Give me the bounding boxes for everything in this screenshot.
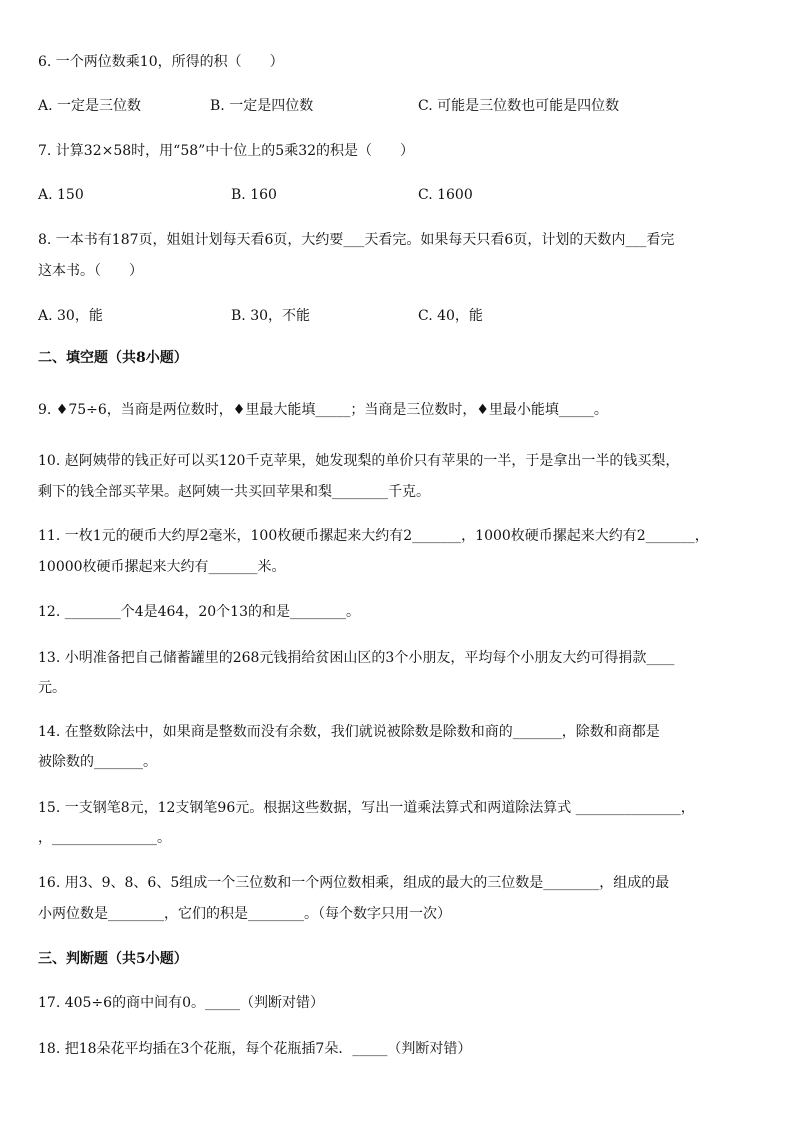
question-11-line1: 11. 一枚1元的硬币大约厚2毫米，100枚硬币摞起来大约有2_______，1000枚硬币摞起来大约有2_______， <box>38 528 709 544</box>
question-13-line1: 13. 小明准备把自己储蓄罐里的268元钱捐给贫困山区的3个小朋友，平均每个小朋友大约可得捐款____ <box>38 650 675 666</box>
question-16-line2: 小两位数是________，它们的积是________。（每个数字只用一次） <box>38 906 451 922</box>
question-9-text: 9. ♦75÷6，当商是两位数时，♦里最大能填_____；当商是三位数时，♦里最小能填_____。 <box>38 402 608 418</box>
question-15-line1: 15. 一支钢笔8元，12支钢笔96元。根据这些数据，写出一道乘法算式和两道除法算式 _______________， <box>38 800 695 816</box>
question-16-line1: 16. 用3、9、8、6、5组成一个三位数和一个两位数相乘，组成的最大的三位数是________，组成的最 <box>38 875 670 891</box>
question-17-text: 17. 405÷6的商中间有0。_____（判断对错） <box>38 995 324 1011</box>
question-6-option-a[interactable]: A. 一定是三位数 <box>38 98 142 114</box>
question-8-option-a[interactable]: A. 30，能 <box>38 308 103 324</box>
question-8-option-b[interactable]: B. 30，不能 <box>231 308 311 324</box>
question-11-line2: 10000枚硬币摞起来大约有_______米。 <box>38 559 286 575</box>
question-12-text: 12. ________个4是464，20个13的和是________。 <box>38 604 360 620</box>
question-8-option-c[interactable]: C. 40，能 <box>418 308 483 324</box>
question-7-option-b[interactable]: B. 160 <box>231 187 277 203</box>
question-8-stem-line1: 8. 一本书有187页，姐姐计划每天看6页，大约要___天看完。如果每天只看6页，计划的天数内___看完 <box>38 232 675 248</box>
question-6-option-b[interactable]: B. 一定是四位数 <box>210 98 314 114</box>
question-7-stem: 7. 计算32×58时，用“58”中十位上的5乘32的积是（ ） <box>38 143 415 159</box>
question-18-text: 18. 把18朵花平均插在3个花瓶，每个花瓶插7朵．_____（判断对错） <box>38 1041 472 1057</box>
section-3-title: 三、判断题（共5小题） <box>38 951 188 967</box>
question-14-line1: 14. 在整数除法中，如果商是整数而没有余数，我们就说被除数是除数和商的_______，除数和商都是 <box>38 724 660 740</box>
question-6-option-c[interactable]: C. 可能是三位数也可能是四位数 <box>418 98 620 114</box>
question-6-stem: 6. 一个两位数乘10，所得的积（ ） <box>38 54 284 70</box>
question-10-line2: 剩下的钱全部买苹果。赵阿姨一共买回苹果和梨________千克。 <box>38 484 430 500</box>
question-13-line2: 元。 <box>38 680 66 696</box>
question-15-line2: ，_______________。 <box>38 830 171 846</box>
question-7-option-a[interactable]: A. 150 <box>38 187 84 203</box>
question-7-option-c[interactable]: C. 1600 <box>418 187 473 203</box>
question-8-stem-line2: 这本书。（ ） <box>38 263 143 279</box>
question-10-line1: 10. 赵阿姨带的钱正好可以买120千克苹果，她发现梨的单价只有苹果的一半，于是拿出一半的钱买梨， <box>38 453 680 469</box>
section-2-title: 二、填空题（共8小题） <box>38 350 188 366</box>
question-14-line2: 被除数的_______。 <box>38 754 157 770</box>
